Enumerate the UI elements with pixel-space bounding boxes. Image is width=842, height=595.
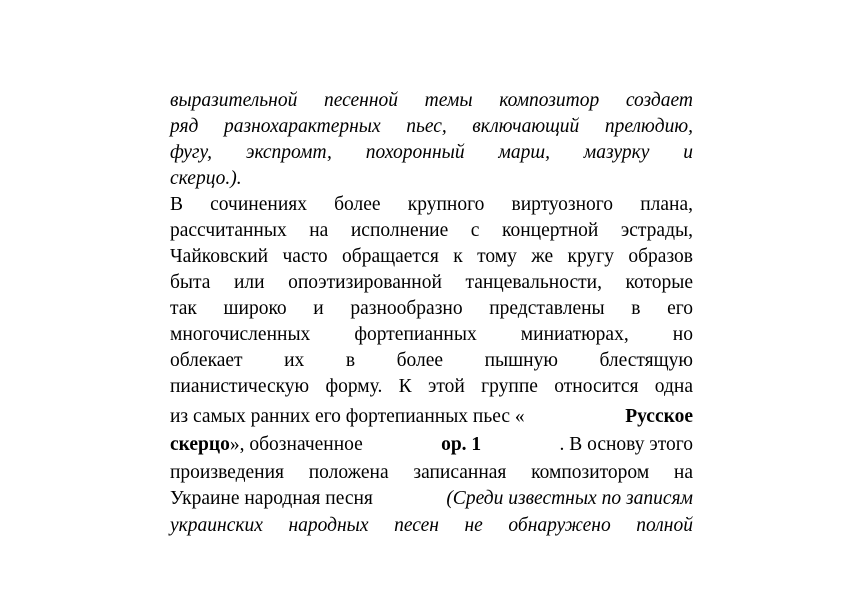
title-part-1: Русское (625, 406, 693, 427)
text-line: пианистическую форму. К этой группе относится одна (170, 376, 693, 397)
text-line: так широко и разнообразно представлены в его (170, 298, 693, 319)
text-line-title-start (170, 404, 693, 430)
text-line: Чайковский часто обращается к тому же кругу образов (170, 246, 693, 267)
text-line: произведения положена записанная композитором на (170, 462, 693, 483)
text-line: быта или опоэтизированной танцевальности, которые (170, 272, 693, 293)
text-fragment: Украине народная песня (170, 488, 378, 509)
text-fragment-italic: (Среди известных по записям (446, 488, 693, 509)
text-line: многочисленных фортепианных миниатюрах, но (170, 324, 693, 345)
text-fragment: из самых ранних его фортепианных пьес « (170, 406, 525, 427)
text-line: фугу, экспромт, похоронный марш, мазурку и (170, 142, 693, 163)
text-line-mixed (170, 486, 693, 512)
text-line: рассчитанных на исполнение с концертной эстрады, (170, 220, 693, 241)
text-line: облекает их в более пышную блестящую (170, 350, 693, 371)
opus-label: ор. 1 (441, 434, 482, 455)
text-line: украинских народных песен не обнаружено полной (170, 515, 693, 536)
text-line: В сочинениях более крупного виртуозного плана, (170, 194, 693, 215)
text-fragment (170, 432, 363, 458)
title-part-2: скерцо (170, 434, 230, 455)
text-line: ряд разнохарактерных пьес, включающий прелюдию, (170, 116, 693, 137)
text-fragment: . В основу этого (559, 434, 693, 455)
text-line-opus (170, 432, 693, 458)
text-line: выразительной песенной темы композитор создает (170, 90, 693, 111)
text-line: скерцо.). (170, 168, 242, 189)
text-fragment: », обозначенное (229, 434, 363, 455)
